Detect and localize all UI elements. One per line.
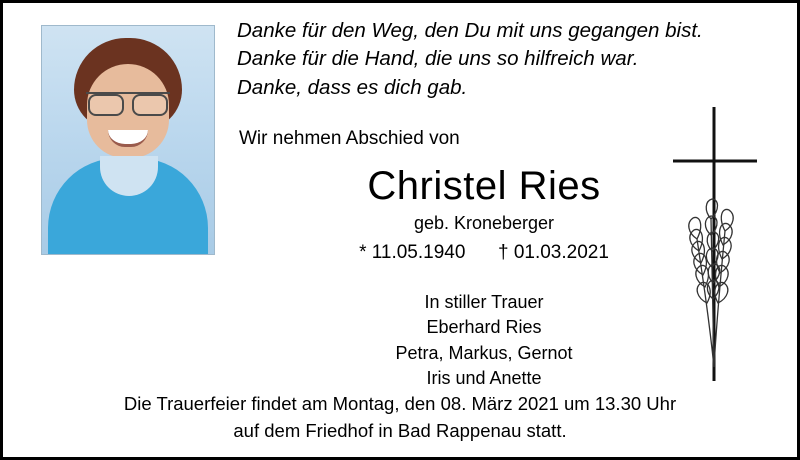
mourning-header: In stiller Trauer [424, 291, 544, 312]
notice-top-area [3, 3, 797, 388]
mourner-3: Iris und Anette [426, 368, 542, 389]
deceased-name: Christel Ries [367, 163, 601, 208]
portrait-photo [41, 25, 215, 255]
death-date: † 01.03.2021 [497, 241, 609, 263]
verse-line-2: Danke für die Hand, die uns so hilfreich war. [237, 47, 639, 71]
memorial-verse [231, 17, 797, 102]
farewell-line: Wir nehmen Abschied von [239, 127, 460, 149]
cross-with-wheat-icon [659, 99, 769, 389]
mourner-2: Petra, Markus, Gernot [395, 342, 573, 363]
birth-date: * 11.05.1940 [359, 241, 466, 263]
funeral-line-2: auf dem Friedhof in Bad Rappenau statt. [233, 420, 567, 442]
portrait-photo-container [3, 3, 213, 255]
funeral-details [3, 391, 797, 445]
glasses-icon [86, 92, 170, 114]
funeral-line-1: Die Trauerfeier findet am Montag, den 08. März 2021 um 13.30 Uhr [123, 393, 677, 415]
maiden-name: geb. Kroneberger [413, 212, 555, 233]
mourner-1: Eberhard Ries [426, 317, 542, 338]
verse-line-1: Danke für den Weg, den Du mit uns gegangen bist. [237, 19, 703, 42]
verse-line-3: Danke, dass es dich gab. [237, 75, 468, 99]
